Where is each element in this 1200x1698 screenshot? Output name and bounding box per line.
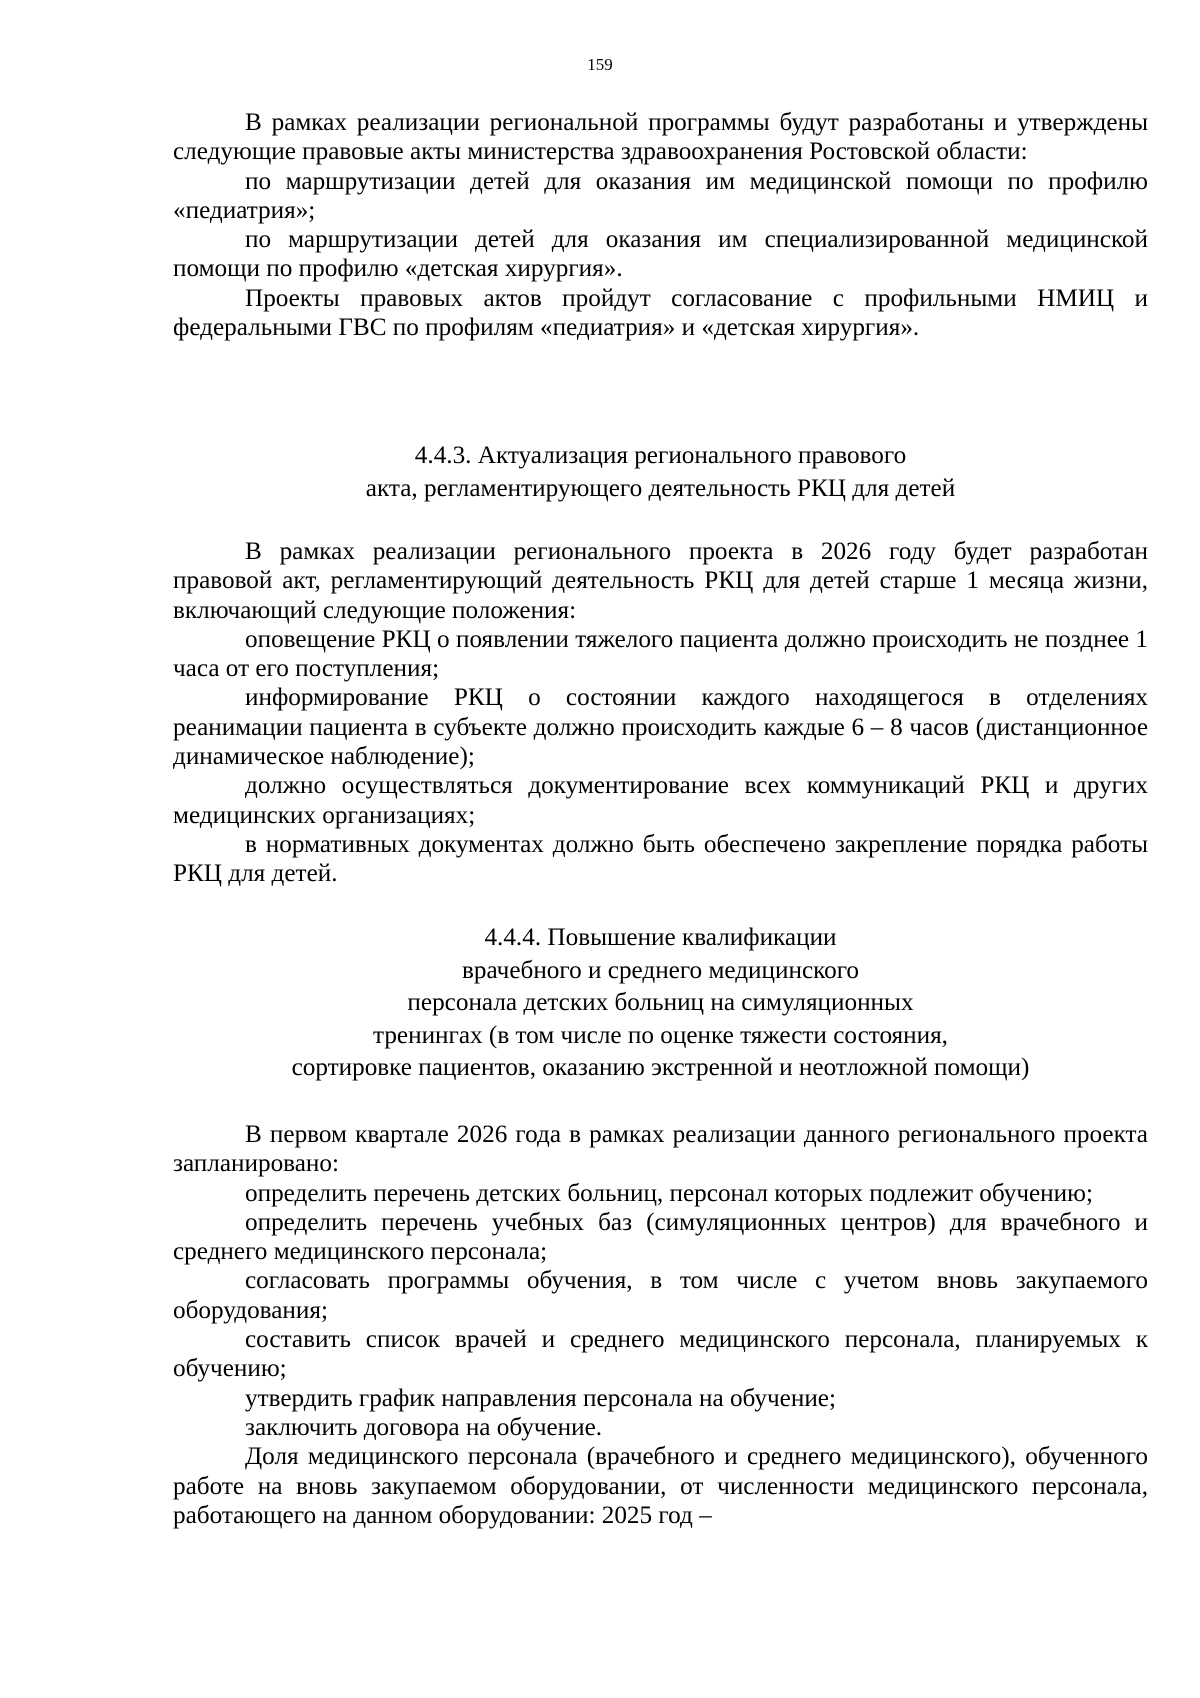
page-number: 159 — [587, 55, 613, 74]
section-4-4-3-paragraphs — [173, 537, 1148, 889]
paragraph: Проекты правовых актов пройдут согласование с профильными НМИЦ и федеральными ГВС по профилям «педиатрия» и «детская хирургия». — [173, 284, 1148, 342]
paragraph: В рамках реализации региональной программы будут разработаны и утверждены следующие правовые акты министерства здравоохранения Ростовской области: — [173, 109, 1148, 166]
heading-line: 4.4.4. Повышение квалификации — [484, 924, 837, 951]
paragraph: по маршрутизации детей для оказания им медицинской помощи по профилю «педиатрия»; — [173, 167, 1148, 224]
paragraph: согласовать программы обучения, в том числе с учетом вновь закупаемого оборудования; — [173, 1267, 1148, 1324]
paragraph: составить список врачей и среднего медицинского персонала, планируемых к обучению; — [173, 1326, 1148, 1383]
section-heading-4-4-3 — [173, 440, 1148, 505]
section-intro-paragraphs — [173, 108, 1148, 342]
heading-line: сортировке пациентов, оказанию экстренной и неотложной помощи) — [291, 1054, 1030, 1081]
heading-line: акта, регламентирующего деятельность РКЦ для детей — [365, 474, 956, 502]
section-heading-4-4-4 — [173, 922, 1148, 1085]
paragraph: информирование РКЦ о состоянии каждого находящегося в отделениях реанимации пациента в субъекте должно происходить каждые 6 – 8 часов (дистанционное динамическое наблюдение); — [173, 684, 1148, 771]
paragraph: В первом квартале 2026 года в рамках реализации данного регионального проекта запланировано: — [173, 1121, 1148, 1178]
heading-line: персонала детских больниц на симуляционных — [407, 989, 914, 1016]
paragraph: заключить договора на обучение. — [245, 1413, 603, 1441]
paragraph: утвердить график направления персонала на обучение; — [245, 1384, 836, 1412]
heading-line: 4.4.3. Актуализация регионального правового — [414, 442, 907, 469]
paragraph: должно осуществляться документирование всех коммуникаций РКЦ и других медицинских организациях; — [173, 772, 1148, 829]
paragraph: определить перечень учебных баз (симуляционных центров) для врачебного и среднего медицинского персонала; — [173, 1208, 1148, 1266]
paragraph: по маршрутизации детей для оказания им специализированной медицинской помощи по профилю «детская хирургия». — [173, 226, 1148, 283]
paragraph: в нормативных документах должно быть обеспечено закрепление порядка работы РКЦ для детей. — [173, 830, 1148, 888]
paragraph: Доля медицинского персонала (врачебного и среднего медицинского), обученного работе на вновь закупаемом оборудовании, от численности медицинского персонала, работающего на данном оборудовании: 2025 год – — [173, 1443, 1148, 1529]
paragraph: В рамках реализации регионального проекта в 2026 году будет разработан правовой акт, регламентирующий деятельность РКЦ для детей старше 1 месяца жизни, включающий следующие положения: — [173, 538, 1148, 624]
paragraph: оповещение РКЦ о появлении тяжелого пациента должно происходить не позднее 1 часа от его поступления; — [173, 625, 1148, 683]
heading-line: врачебного и среднего медицинского — [462, 956, 859, 984]
section-4-4-4-paragraphs — [173, 1120, 1148, 1530]
heading-line: тренингах (в том числе по оценке тяжести состояния, — [373, 1021, 948, 1049]
paragraph: определить перечень детских больниц, персонал которых подлежит обучению; — [245, 1179, 1093, 1207]
